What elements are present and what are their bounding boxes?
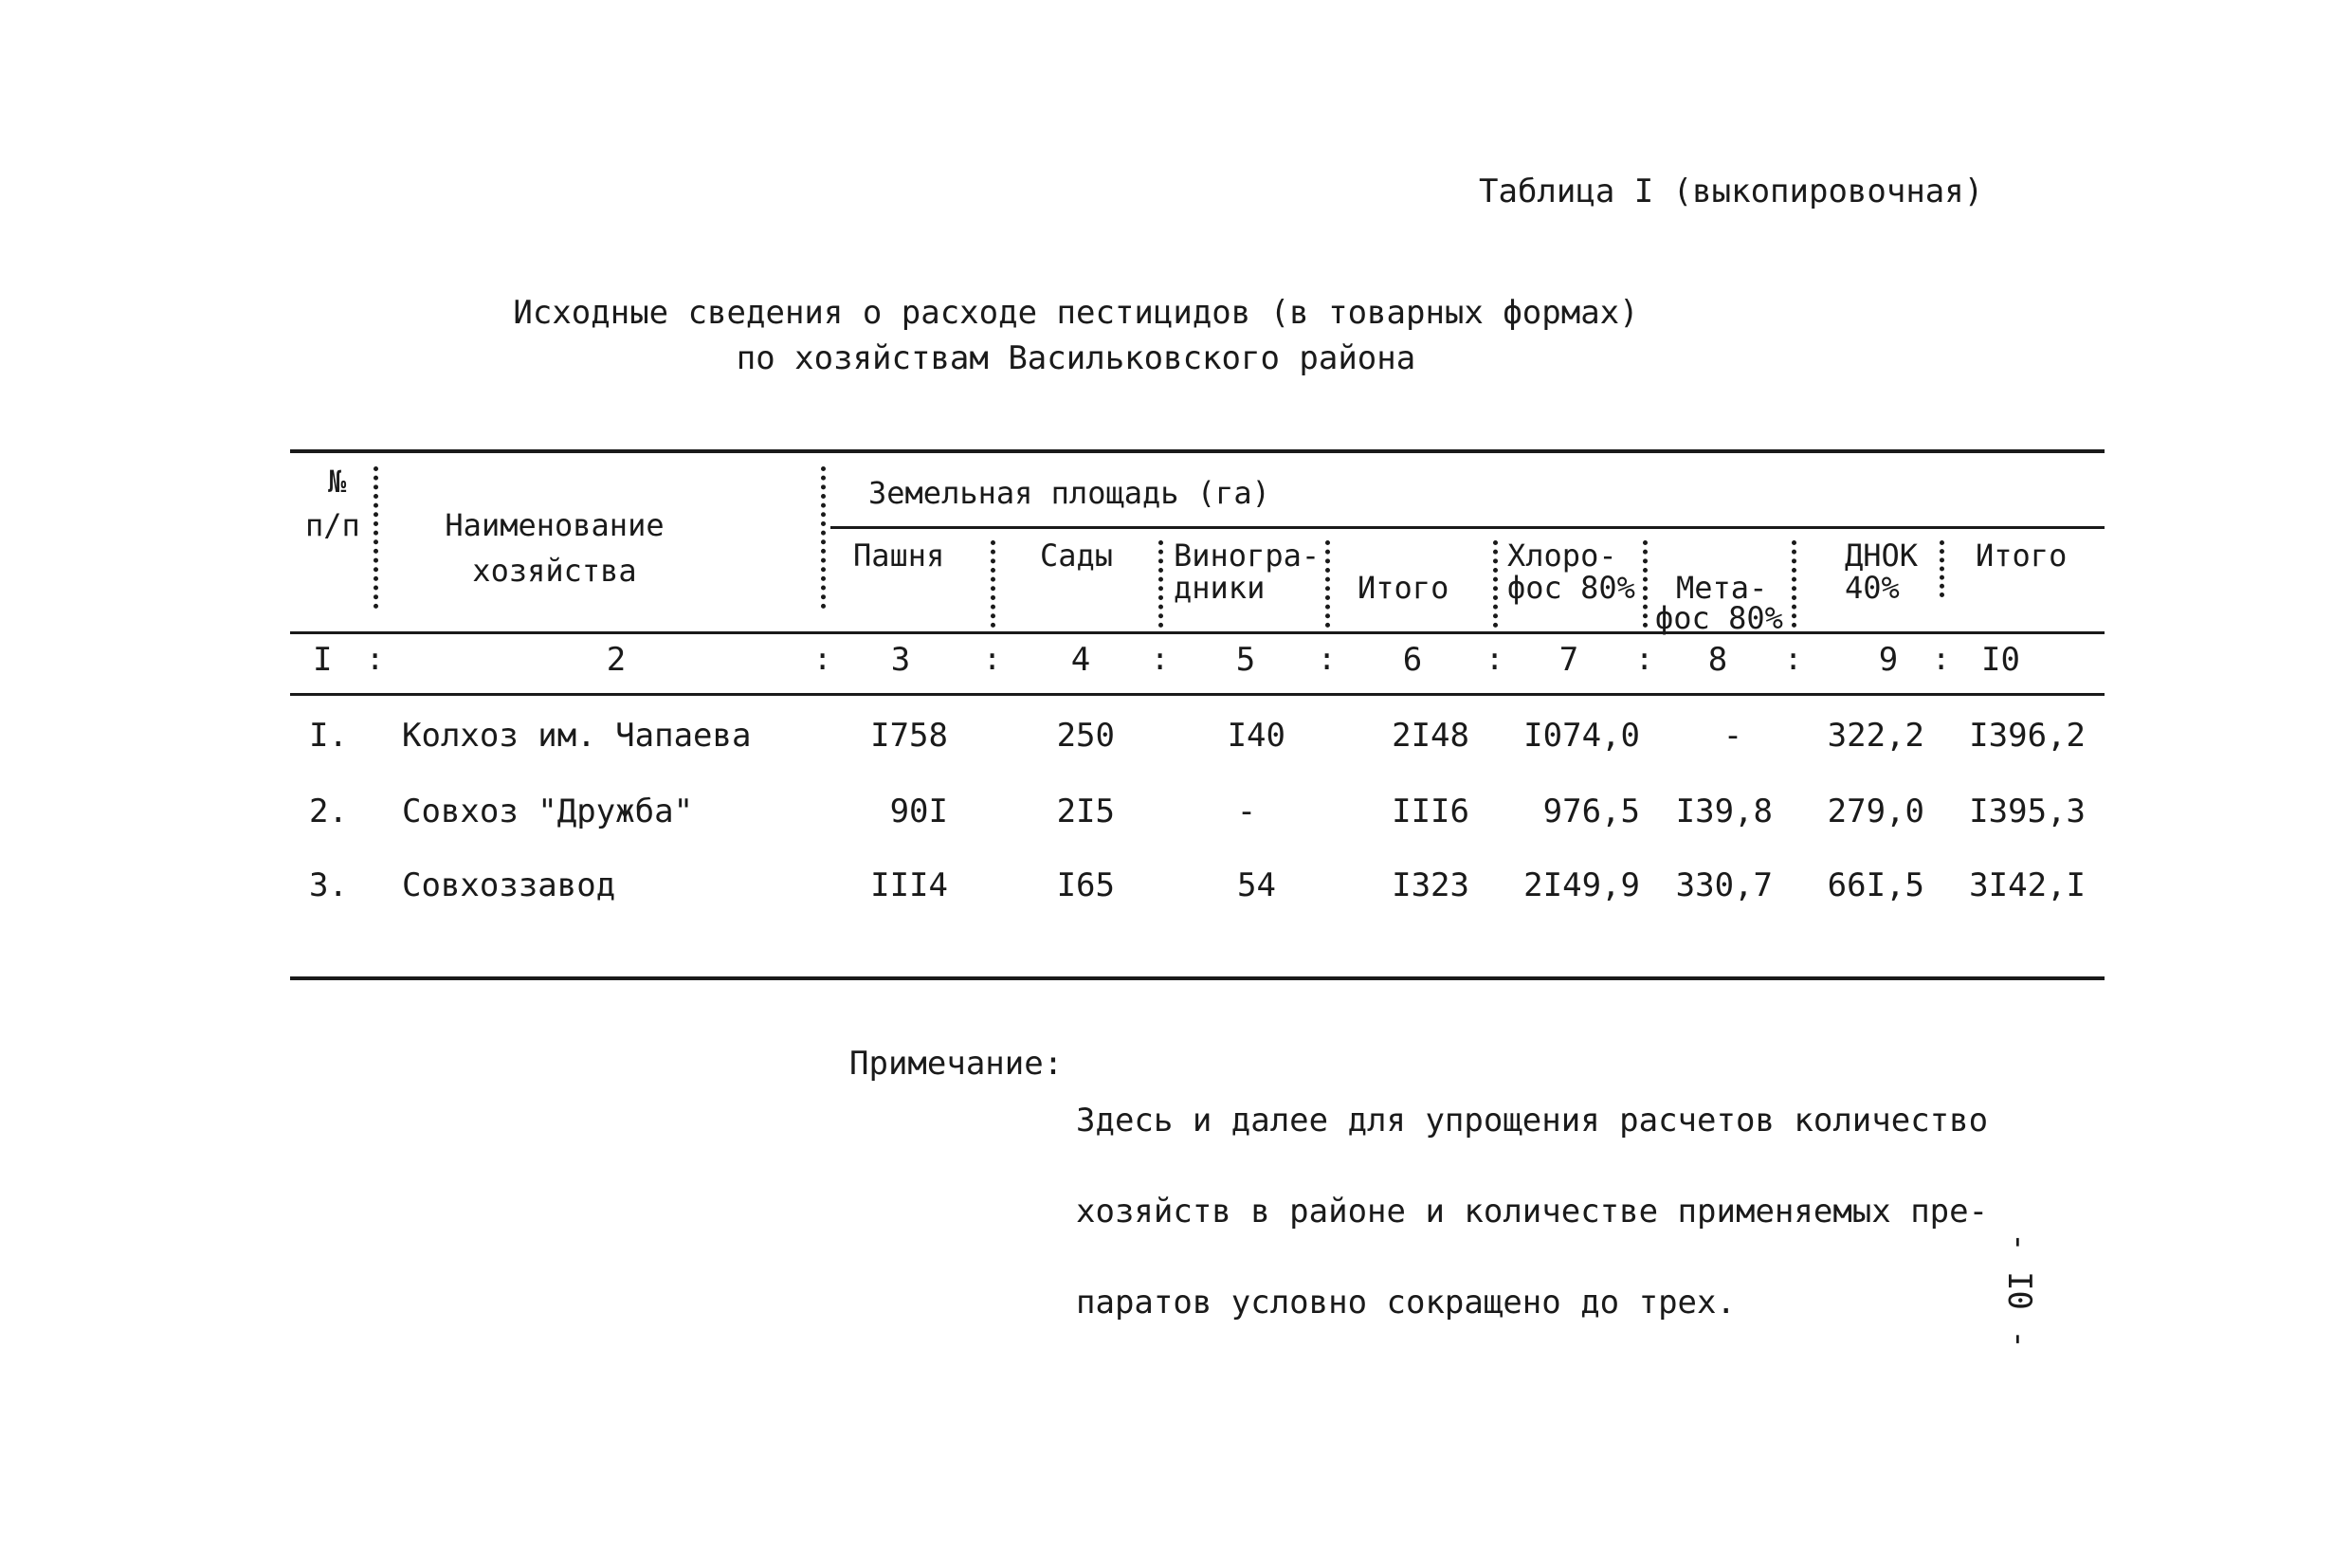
page-title-line-2: по хозяйствам Васильковского района (736, 339, 1416, 377)
table-row-1-metafos: - (1722, 717, 1743, 755)
column-number-5: 5 (1235, 641, 1256, 679)
table-row-2-dnok: 279,0 (1827, 793, 1924, 830)
column-number-7: 7 (1558, 641, 1579, 679)
table-row-1-chlorofos: I074,0 (1523, 717, 1640, 755)
table-row-3-total: 3I42,I (1969, 866, 2086, 904)
table-bottom-rule (290, 976, 2105, 980)
column-number-6: 6 (1402, 641, 1423, 679)
separator-area-total (1493, 540, 1498, 628)
header-arable: Пашня (853, 538, 945, 574)
table-row-1-vineyards: I40 (1227, 717, 1285, 755)
table-caption: Таблица I (выкопировочная) (1479, 173, 1984, 210)
colon-sep: : (1485, 641, 1504, 677)
column-number-10: I0 (1981, 641, 2020, 679)
table-row-1-num: I. (309, 717, 348, 755)
note-line-3: паратов условно сокращено до трех. (1076, 1284, 1736, 1322)
table-row-3-name: Совхоззавод (402, 866, 616, 904)
header-name-bottom: хозяйства (472, 553, 637, 589)
table-row-2-chlorofos: 976,5 (1542, 793, 1640, 830)
table-row-2-gardens: 2I5 (1056, 793, 1115, 830)
column-number-2: 2 (606, 641, 627, 679)
header-total: Итого (1976, 538, 2068, 574)
table-top-rule (290, 449, 2105, 453)
separator-name (821, 466, 826, 609)
header-dnok-bottom: 40% (1845, 570, 1900, 606)
table-row-1-name: Колхоз им. Чапаева (402, 717, 752, 755)
header-vineyards-top: Виногра- (1174, 538, 1321, 574)
table-row-3-area-total: I323 (1392, 866, 1469, 904)
column-number-4: 4 (1070, 641, 1091, 679)
colon-sep: : (1784, 641, 1803, 677)
table-row-2-vineyards: - (1236, 793, 1257, 830)
header-bottom-rule (290, 631, 2105, 634)
table-row-2-area-total: III6 (1392, 793, 1469, 830)
note-line-2: хозяйств в районе и количестве применяемых пре- (1076, 1193, 1989, 1231)
land-area-rule (830, 526, 2105, 529)
column-number-8: 8 (1707, 641, 1728, 679)
column-number-3: 3 (890, 641, 911, 679)
colon-sep: : (1318, 641, 1337, 677)
separator-metafos (1792, 540, 1796, 628)
header-gardens: Сады (1040, 538, 1114, 574)
table-row-2-name: Совхоз "Дружба" (402, 793, 694, 830)
colon-sep: : (813, 641, 832, 677)
separator-vineyards (1325, 540, 1330, 628)
table-row-1-area-total: 2I48 (1392, 717, 1469, 755)
header-area-total: Итого (1358, 570, 1449, 606)
header-num-top: № (328, 464, 347, 500)
table-row-1-dnok: 322,2 (1827, 717, 1924, 755)
table-row-1-total: I396,2 (1969, 717, 2086, 755)
table-row-2-num: 2. (309, 793, 348, 830)
header-name-top: Наименование (445, 507, 665, 543)
separator-num (374, 466, 378, 609)
colon-sep: : (366, 641, 385, 677)
separator-gardens (1158, 540, 1163, 628)
header-chlorofos-top: Хлоро- (1507, 538, 1617, 574)
table-row-2-arable: 90I (889, 793, 948, 830)
colon-sep: : (1151, 641, 1170, 677)
table-row-2-metafos: I39,8 (1675, 793, 1773, 830)
note-line-1: Здесь и далее для упрощения расчетов количество (1076, 1102, 1989, 1140)
note-text (1076, 1045, 1988, 1348)
header-metafos-bottom: фос 80% (1655, 600, 1783, 636)
table-row-3-dnok: 66I,5 (1827, 866, 1924, 904)
note-label: Примечание: (849, 1045, 1064, 1083)
header-metafos-top: Мета- (1676, 570, 1768, 606)
table-row-3-num: 3. (309, 866, 348, 904)
column-number-1: I (313, 641, 333, 679)
header-chlorofos-bottom: фос 80% (1507, 570, 1635, 606)
table-row-2-total: I395,3 (1969, 793, 2086, 830)
table-row-1-arable: I758 (870, 717, 948, 755)
column-number-9: 9 (1878, 641, 1899, 679)
table-row-1-gardens: 250 (1056, 717, 1115, 755)
colon-sep: : (983, 641, 1002, 677)
header-num-bottom: п/п (305, 507, 360, 543)
page-title-line-1: Исходные сведения о расходе пестицидов (в товарных формах) (513, 294, 1639, 332)
table-row-3-metafos: 330,7 (1675, 866, 1773, 904)
separator-arable (991, 540, 995, 628)
table-row-3-arable: III4 (870, 866, 948, 904)
table-row-3-vineyards: 54 (1237, 866, 1276, 904)
table-row-3-gardens: I65 (1056, 866, 1115, 904)
colon-sep: : (1635, 641, 1654, 677)
header-land-area: Земельная площадь (га) (868, 475, 1270, 511)
separator-chlorofos (1643, 540, 1648, 628)
column-numbers-rule (290, 693, 2105, 696)
header-vineyards-bottom: дники (1174, 570, 1266, 606)
page-number: - I0 - (2000, 1232, 2038, 1349)
colon-sep: : (1932, 641, 1951, 677)
header-dnok-top: ДНОК (1845, 538, 1919, 574)
table-row-3-chlorofos: 2I49,9 (1523, 866, 1640, 904)
separator-dnok (1940, 540, 1944, 597)
